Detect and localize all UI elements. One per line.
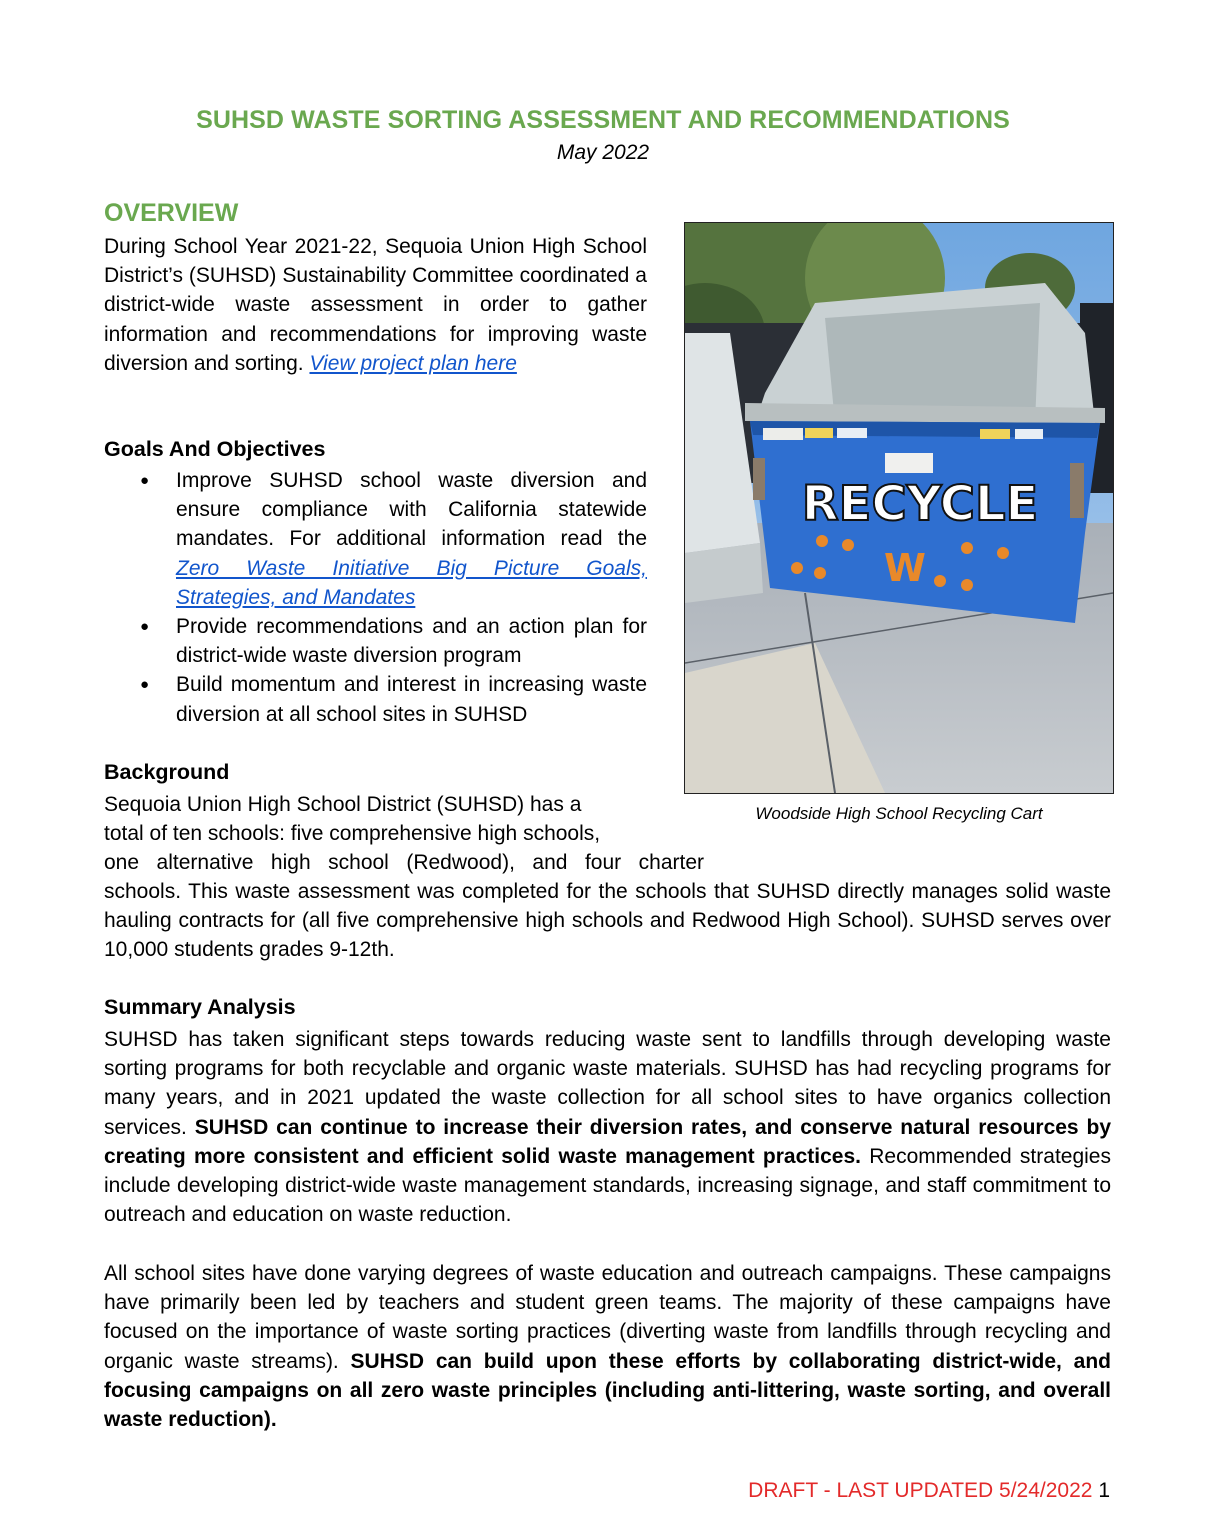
summary-key-point: SUHSD can continue to increase their diversion rates, and conserve natural resources by creating more consistent and efficient solid waste management practices. <box>104 1115 1111 1168</box>
background-paragraph: schools. This waste assessment was completed for the schools that SUHSD directly manages solid waste hauling contracts for (all five comprehensive high schools and Redwood High School). SUHSD serves over 10,000 students grades 9-12th. <box>104 880 1111 962</box>
goals-list <box>176 466 647 729</box>
goals-heading: Goals And Objectives <box>104 437 326 461</box>
document-date: May 2022 <box>556 141 650 164</box>
view-project-plan-link[interactable]: View project plan here <box>309 351 517 375</box>
document-title: SUHSD WASTE SORTING ASSESSMENT AND RECOMMENDATIONS <box>196 106 1010 134</box>
summary-heading: Summary Analysis <box>104 995 296 1019</box>
summary-key-point: SUHSD can build upon these efforts by collaborating district-wide, and focusing campaigns on all zero waste principles (including anti-littering, waste sorting, and overall waste reduction). <box>104 1349 1111 1432</box>
background-line: one alternative high school (Redwood), and four charter <box>104 851 704 874</box>
summary-paragraph-1: SUHSD has taken significant steps towards reducing waste sent to landfills through developing waste sorting programs for both recyclable and organic waste materials. SUHSD has had recycling programs for many years, and in 2021 updated the waste collection for all school sites to have organics collection services. SUHSD can continue to increase their diversion rates, and conserve natural resources by creating more consistent and efficient solid waste management practices. Recommended strategies include developing district-wide waste management standards, increasing signage, and staff commitment to outreach and education on waste reduction. <box>104 1028 1111 1227</box>
overview-text: During School Year 2021-22, Sequoia Union High School District’s (SUHSD) Sustainability Committee coordinated a district-wide waste assessment in order to gather information and recommendations for improving waste diversion and sorting. <box>104 235 647 375</box>
page-footer <box>748 1479 1110 1503</box>
draft-notice: DRAFT - LAST UPDATED 5/24/2022 <box>748 1479 1093 1502</box>
background-line: total of ten schools: five comprehensive high schools, <box>104 822 601 845</box>
photo-caption: Woodside High School Recycling Cart <box>755 804 1043 823</box>
background-line: Sequoia Union High School District (SUHSD) has a <box>104 793 582 816</box>
w-letter: W <box>884 546 926 590</box>
goal-item: ● Provide recommendations and an action plan for district-wide waste diversion program <box>176 612 647 670</box>
page-number: 1 <box>1098 1479 1110 1502</box>
zero-waste-initiative-link[interactable]: Zero Waste Initiative Big Picture Goals, Strategies, and Mandates <box>176 556 647 609</box>
goal-item: ● Improve SUHSD school waste diversion and ensure compliance with California statewide mandates. For additional information read the Zero Waste Initiative Big Picture Goals, Strategies, and Mandates <box>176 466 647 612</box>
recycling-cart-photo <box>684 222 1114 794</box>
overview-heading: OVERVIEW <box>104 199 239 227</box>
background-heading: Background <box>104 760 230 784</box>
overview-paragraph <box>104 232 647 378</box>
goal-item: ● Build momentum and interest in increasing waste diversion at all school sites in SUHSD <box>176 670 647 728</box>
recycle-sign-text: RECYCLE <box>801 476 1039 532</box>
summary-paragraph-2: All school sites have done varying degrees of waste education and outreach campaigns. These campaigns have primarily been led by teachers and student green teams. The majority of these campaigns have focused on the importance of waste sorting practices (diverting waste from landfills through recycling and organic waste streams). SUHSD can build upon these efforts by collaborating district-wide, and focusing campaigns on all zero waste principles (including anti-littering, waste sorting, and overall waste reduction). <box>104 1262 1111 1432</box>
